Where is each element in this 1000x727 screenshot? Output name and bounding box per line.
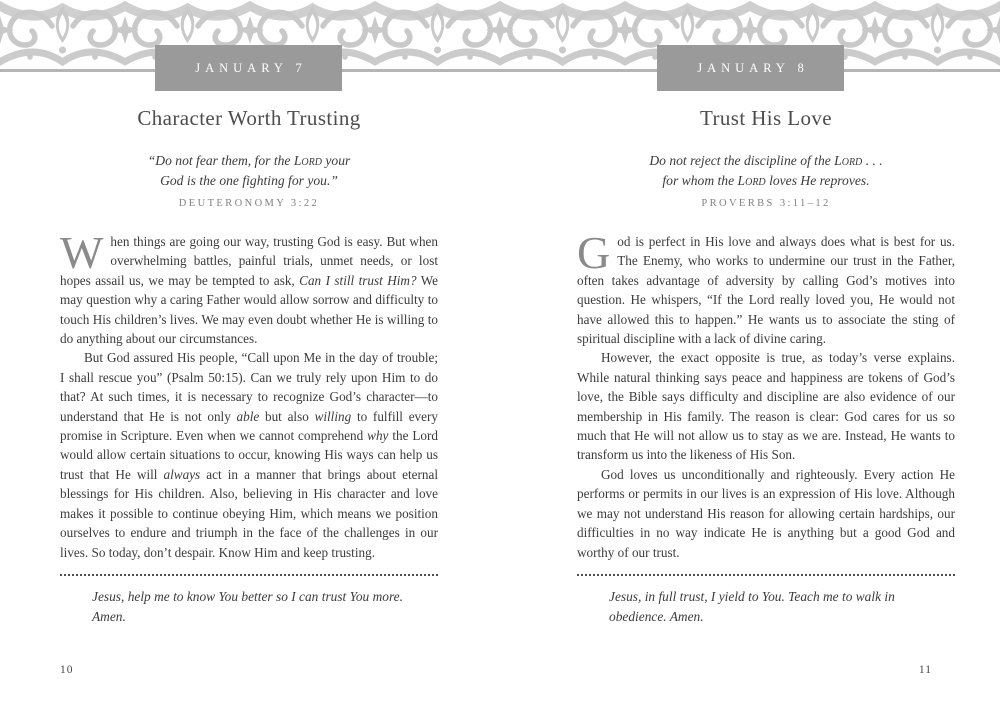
devotion-body [577, 227, 955, 562]
paragraph [577, 227, 955, 348]
page-left [60, 98, 438, 628]
scripture-reference: DEUTERONOMY 3:22 [178, 198, 320, 209]
paragraph [60, 227, 439, 348]
paragraph-text: hen things are going our way, trusting God is easy. But when overwhelming battles, painful trials, unmet needs, or lost hopes assail us, we may be tempted to ask, Can I still trust Him? We may question why a caring Father would allow sorrow and difficulty to touch His children’s lives. We may even doubt whether He is willing to do anything about our circumstances. [60, 234, 439, 347]
page-right [577, 98, 955, 628]
devotion-title: Character Worth Trusting [137, 106, 361, 130]
verse-line: God is the one fighting for you.” [160, 173, 338, 188]
verse-line: “Do not fear them, for the Lord your [147, 153, 351, 168]
devotion-title: Trust His Love [699, 106, 832, 130]
prayer-line: Jesus, in full trust, I yield to You. Teach me to walk in [609, 588, 895, 604]
dotted-separator [60, 574, 438, 576]
paragraph: But God assured His people, “Call upon Me in the day of trouble; I shall rescue you” (Psalm 50:15). Can we truly rely upon Him to do that? At such times, it is necessary to recognize God’s character—to understand that He is not only able but also willing to fulfill every promise in Scripture. Even when we cannot comprehend why the Lord would allow certain situations to occur, knowing His ways can help us trust that He will always act in a manner that brings about eternal blessings for His children. Also, believing in His character and love makes it possible to continue obeying Him, which means we position ourselves to endure and triumph in the face of the challenges in our lives. So today, don’t despair. Know Him and keep trusting. [60, 350, 439, 560]
damask-ornament-band [0, 0, 1000, 72]
date-label: JANUARY 8 [697, 60, 809, 75]
prayer-line: Jesus, help me to know You better so I can trust You more. [92, 588, 403, 604]
prayer-text [577, 587, 955, 628]
verse-line: Do not reject the discipline of the Lord . . . [649, 153, 883, 168]
devotion-body [60, 227, 439, 562]
damask-pattern-svg [0, 0, 1000, 72]
drop-cap: W [60, 227, 104, 278]
prayer-line: Amen. [92, 609, 126, 625]
paragraph: God loves us unconditionally and righteously. Every action He performs or permits in our lives is an expression of His love. Although we may not understand His reason for allowing certain hardships, our difficulties in no way indicate He is anything but a good God and worthy of our trust. [577, 466, 955, 560]
drop-cap: G [577, 227, 611, 278]
paragraph: However, the exact opposite is true, as today’s verse explains. While natural thinking says peace and happiness are tokens of God’s love, the Bible says difficulty and discipline are also evidence of our membership in His family. The reason is clear: God cares for us so much that He will not allow us to stay as we are. Instead, He wants to transform us into the likeness of His Son. [577, 350, 955, 463]
page-number-left: 10 [60, 664, 74, 676]
verse-quote [60, 151, 438, 191]
date-label: JANUARY 7 [195, 60, 307, 75]
date-badge-january-7 [155, 45, 342, 91]
scripture-reference: PROVERBS 3:11–12 [701, 198, 831, 209]
verse-line: for whom the Lord loves He reproves. [662, 173, 870, 188]
prayer-text [60, 587, 438, 628]
page-number-right: 11 [918, 664, 932, 676]
paragraph-text: od is perfect in His love and always does what is best for us. The Enemy, who works to undermine our trust in the Father, often takes advantage of adversity by calling God’s motives into question. He whispers, “If the Lord really loved you, He would not have allowed this to happen.” He wants us to associate the sting of spiritual discipline with a lack of divine caring. [577, 234, 955, 347]
verse-quote [577, 151, 955, 191]
date-badge-january-8 [657, 45, 844, 91]
dotted-separator [577, 574, 955, 576]
prayer-line: obedience. Amen. [609, 609, 704, 625]
